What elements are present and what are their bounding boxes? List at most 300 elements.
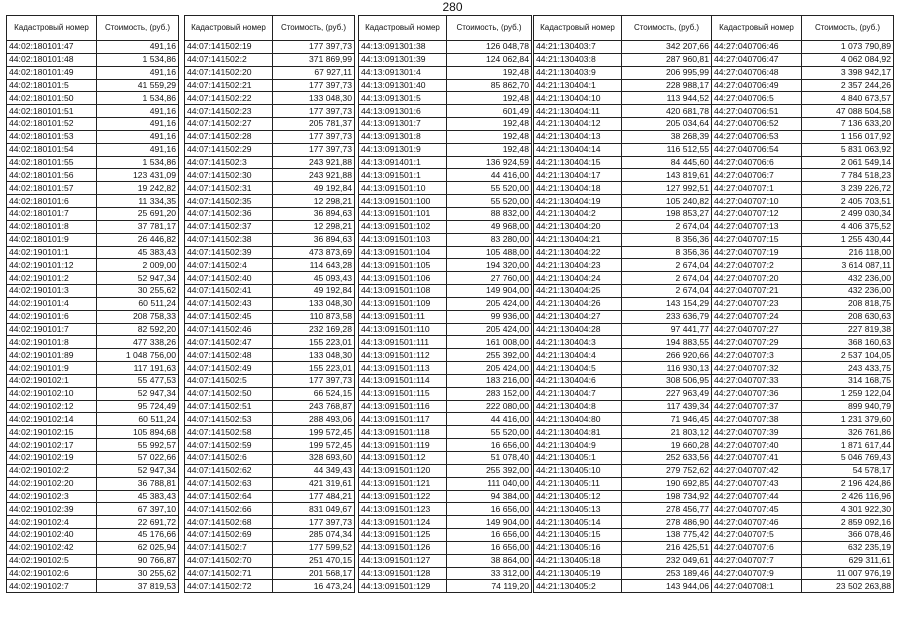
table-row xyxy=(534,374,712,387)
cost-value: 227 963,49 xyxy=(622,387,712,400)
cost-value: 432 236,00 xyxy=(802,285,894,298)
table-row xyxy=(7,567,179,580)
table-row xyxy=(359,323,532,336)
cadastral-number: 44:27:040707:45 xyxy=(712,503,802,516)
cadastral-number: 44:13:091501:129 xyxy=(359,580,447,593)
cost-value: 97 441,77 xyxy=(622,323,712,336)
table-row xyxy=(712,477,894,490)
cost-value: 21 803,12 xyxy=(622,426,712,439)
table-row xyxy=(359,541,532,554)
table-row xyxy=(185,413,355,426)
cadastral-number: 44:02:180101:49 xyxy=(7,66,97,79)
cost-value: 285 074,34 xyxy=(273,529,355,542)
cadastral-number: 44:02:180101:48 xyxy=(7,53,97,66)
cost-value: 36 894,63 xyxy=(273,207,355,220)
cost-value: 44 349,43 xyxy=(273,464,355,477)
cost-value: 287 960,81 xyxy=(622,53,712,66)
cadastral-number: 44:21:130404:18 xyxy=(534,182,622,195)
table-row xyxy=(7,220,179,233)
cost-value: 2 196 424,86 xyxy=(802,477,894,490)
cost-value: 473 873,69 xyxy=(273,246,355,259)
cadastral-number: 44:21:130404:10 xyxy=(534,92,622,105)
table-row xyxy=(712,541,894,554)
cadastral-number: 44:21:130404:21 xyxy=(534,233,622,246)
cost-value: 199 572,45 xyxy=(273,439,355,452)
cost-value: 632 235,19 xyxy=(802,541,894,554)
cost-value: 253 189,46 xyxy=(622,567,712,580)
cost-value: 1 073 790,89 xyxy=(802,41,894,54)
cost-value: 116 930,13 xyxy=(622,362,712,375)
cost-value: 74 119,20 xyxy=(447,580,532,593)
table-row xyxy=(712,41,894,54)
cadastral-table-2 xyxy=(184,15,355,593)
table-row xyxy=(359,439,532,452)
cost-value: 45 383,43 xyxy=(97,490,179,503)
table-row xyxy=(534,130,712,143)
cost-value: 127 992,51 xyxy=(622,182,712,195)
cadastral-number: 44:13:091301:6 xyxy=(359,105,447,118)
table-row xyxy=(185,336,355,349)
table-row xyxy=(359,272,532,285)
table-row xyxy=(534,387,712,400)
cadastral-number: 44:07:141502:29 xyxy=(185,143,273,156)
table-row xyxy=(534,272,712,285)
table-row xyxy=(359,220,532,233)
table-row xyxy=(7,92,179,105)
cost-value: 205 034,64 xyxy=(622,118,712,131)
table-row xyxy=(185,503,355,516)
table-row xyxy=(359,130,532,143)
cadastral-number: 44:13:091501:121 xyxy=(359,477,447,490)
cost-value: 183 216,00 xyxy=(447,374,532,387)
header-cost: Стоимость, (руб.) xyxy=(622,16,712,41)
table-row xyxy=(534,567,712,580)
table-row xyxy=(359,413,532,426)
table-row xyxy=(185,349,355,362)
cadastral-number: 44:21:130404:5 xyxy=(534,362,622,375)
table-row xyxy=(712,323,894,336)
cost-value: 49 192,84 xyxy=(273,182,355,195)
cost-value: 143 819,61 xyxy=(622,169,712,182)
cost-value: 192,48 xyxy=(447,118,532,131)
table-row xyxy=(7,413,179,426)
cadastral-number: 44:02:190102:5 xyxy=(7,554,97,567)
cadastral-number: 44:27:040707:2 xyxy=(712,259,802,272)
cost-value: 1 156 017,92 xyxy=(802,130,894,143)
cadastral-number: 44:27:040707:24 xyxy=(712,310,802,323)
table-row xyxy=(185,79,355,92)
cost-value: 67 397,10 xyxy=(97,503,179,516)
cost-value: 88 832,00 xyxy=(447,207,532,220)
cost-value: 16 473,24 xyxy=(273,580,355,593)
table-row xyxy=(359,387,532,400)
cost-value: 155 223,01 xyxy=(273,336,355,349)
cost-value: 190 692,85 xyxy=(622,477,712,490)
table-row xyxy=(534,336,712,349)
cost-value: 366 078,46 xyxy=(802,529,894,542)
table-row xyxy=(185,233,355,246)
cadastral-number: 44:13:091301:39 xyxy=(359,53,447,66)
cost-value: 117 191,63 xyxy=(97,362,179,375)
cadastral-number: 44:02:180101:55 xyxy=(7,156,97,169)
cadastral-number: 44:21:130404:15 xyxy=(534,156,622,169)
table-row xyxy=(7,143,179,156)
cost-value: 899 940,79 xyxy=(802,400,894,413)
cost-value: 124 062,84 xyxy=(447,53,532,66)
cost-value: 1 534,86 xyxy=(97,53,179,66)
cost-value: 62 025,94 xyxy=(97,541,179,554)
cadastral-number: 44:21:130404:13 xyxy=(534,130,622,143)
cadastral-number: 44:27:040707:19 xyxy=(712,246,802,259)
cost-value: 4 406 375,52 xyxy=(802,220,894,233)
cost-value: 55 520,00 xyxy=(447,426,532,439)
cadastral-number: 44:27:040707:1 xyxy=(712,182,802,195)
cadastral-number: 44:27:040706:48 xyxy=(712,66,802,79)
cost-value: 105 488,00 xyxy=(447,246,532,259)
table-row xyxy=(534,169,712,182)
cadastral-number: 44:13:091501:11 xyxy=(359,310,447,323)
cadastral-number: 44:13:091501:116 xyxy=(359,400,447,413)
cadastral-number: 44:13:091501:125 xyxy=(359,529,447,542)
cost-value: 57 022,66 xyxy=(97,452,179,465)
cadastral-number: 44:02:190101:9 xyxy=(7,362,97,375)
cadastral-number: 44:21:130404:81 xyxy=(534,426,622,439)
cost-value: 82 592,20 xyxy=(97,323,179,336)
table-row xyxy=(7,195,179,208)
cadastral-number: 44:21:130405:14 xyxy=(534,516,622,529)
cadastral-number: 44:02:180101:57 xyxy=(7,182,97,195)
cost-value: 5 046 769,43 xyxy=(802,452,894,465)
cost-value: 38 268,39 xyxy=(622,130,712,143)
cost-value: 491,16 xyxy=(97,66,179,79)
cost-value: 194 320,00 xyxy=(447,259,532,272)
cadastral-number: 44:27:040707:46 xyxy=(712,516,802,529)
table-row xyxy=(7,400,179,413)
cost-value: 11 334,35 xyxy=(97,195,179,208)
table-row xyxy=(534,580,712,593)
cost-value: 8 356,36 xyxy=(622,246,712,259)
cadastral-number: 44:07:141502:28 xyxy=(185,130,273,143)
cadastral-number: 44:27:040706:53 xyxy=(712,130,802,143)
cadastral-number: 44:21:130404:17 xyxy=(534,169,622,182)
cost-value: 3 398 942,17 xyxy=(802,66,894,79)
cadastral-number: 44:13:091501:108 xyxy=(359,285,447,298)
cost-value: 255 392,00 xyxy=(447,464,532,477)
cadastral-number: 44:02:180101:8 xyxy=(7,220,97,233)
cost-value: 601,49 xyxy=(447,105,532,118)
cadastral-number: 44:02:190102:15 xyxy=(7,426,97,439)
cost-value: 52 947,34 xyxy=(97,464,179,477)
table-row xyxy=(359,297,532,310)
cost-value: 52 947,34 xyxy=(97,387,179,400)
cost-value: 342 207,66 xyxy=(622,41,712,54)
table-row xyxy=(534,413,712,426)
header-cadastral-number: Кадастровый номер xyxy=(185,16,273,41)
cost-value: 432 236,00 xyxy=(802,272,894,285)
cost-value: 66 524,15 xyxy=(273,387,355,400)
table-row xyxy=(534,66,712,79)
cost-value: 36 788,81 xyxy=(97,477,179,490)
table-row xyxy=(185,53,355,66)
table-row xyxy=(534,195,712,208)
cadastral-number: 44:07:141502:31 xyxy=(185,182,273,195)
table-row xyxy=(7,41,179,54)
cost-value: 16 656,00 xyxy=(447,503,532,516)
table-row xyxy=(7,452,179,465)
table-row xyxy=(185,220,355,233)
table-row xyxy=(712,452,894,465)
cadastral-number: 44:27:040707:20 xyxy=(712,272,802,285)
table-row xyxy=(359,169,532,182)
cost-value: 266 920,66 xyxy=(622,349,712,362)
cadastral-number: 44:07:141502:63 xyxy=(185,477,273,490)
cost-value: 94 384,00 xyxy=(447,490,532,503)
table-row xyxy=(534,297,712,310)
cost-value: 19 242,82 xyxy=(97,182,179,195)
cost-value: 4 301 922,30 xyxy=(802,503,894,516)
table-row xyxy=(534,246,712,259)
cadastral-number: 44:02:190101:89 xyxy=(7,349,97,362)
cost-value: 326 761,86 xyxy=(802,426,894,439)
header-cost: Стоимость, (руб.) xyxy=(802,16,894,41)
table-row xyxy=(7,426,179,439)
table-row xyxy=(712,567,894,580)
table-row xyxy=(712,207,894,220)
table-row xyxy=(7,310,179,323)
cost-value: 67 927,11 xyxy=(273,66,355,79)
cadastral-number: 44:21:130404:12 xyxy=(534,118,622,131)
table-row xyxy=(7,53,179,66)
cadastral-number: 44:27:040707:41 xyxy=(712,452,802,465)
cadastral-number: 44:21:130404:11 xyxy=(534,105,622,118)
cadastral-number: 44:07:141502:66 xyxy=(185,503,273,516)
cadastral-number: 44:02:190102:20 xyxy=(7,477,97,490)
cadastral-number: 44:07:141502:64 xyxy=(185,490,273,503)
cost-value: 30 255,62 xyxy=(97,567,179,580)
cost-value: 233 636,79 xyxy=(622,310,712,323)
cadastral-number: 44:27:040707:38 xyxy=(712,413,802,426)
table-row xyxy=(712,220,894,233)
cadastral-number: 44:02:190102:4 xyxy=(7,516,97,529)
cadastral-number: 44:07:141502:7 xyxy=(185,541,273,554)
cost-value: 2 405 703,51 xyxy=(802,195,894,208)
cadastral-number: 44:02:190101:3 xyxy=(7,285,97,298)
table-row xyxy=(712,554,894,567)
cadastral-number: 44:07:141502:4 xyxy=(185,259,273,272)
cadastral-number: 44:02:190102:17 xyxy=(7,439,97,452)
table-row xyxy=(7,387,179,400)
cost-value: 477 338,26 xyxy=(97,336,179,349)
cost-value: 33 312,00 xyxy=(447,567,532,580)
cadastral-number: 44:07:141502:22 xyxy=(185,92,273,105)
cost-value: 55 520,00 xyxy=(447,182,532,195)
table-row xyxy=(712,490,894,503)
table-row xyxy=(712,387,894,400)
cadastral-number: 44:02:190102:3 xyxy=(7,490,97,503)
table-row xyxy=(534,452,712,465)
cost-value: 491,16 xyxy=(97,105,179,118)
table-row xyxy=(7,66,179,79)
cadastral-number: 44:07:141502:48 xyxy=(185,349,273,362)
cost-value: 491,16 xyxy=(97,41,179,54)
cadastral-number: 44:13:091501:115 xyxy=(359,387,447,400)
cost-value: 201 568,17 xyxy=(273,567,355,580)
cadastral-number: 44:13:091501:117 xyxy=(359,413,447,426)
cost-value: 194 883,55 xyxy=(622,336,712,349)
cadastral-number: 44:21:130404:3 xyxy=(534,336,622,349)
cadastral-table-1 xyxy=(6,15,179,593)
table-row xyxy=(185,516,355,529)
cadastral-number: 44:27:040707:27 xyxy=(712,323,802,336)
table-row xyxy=(712,79,894,92)
cadastral-number: 44:02:180101:50 xyxy=(7,92,97,105)
cost-value: 51 078,40 xyxy=(447,452,532,465)
table-row xyxy=(712,310,894,323)
cadastral-number: 44:07:141502:58 xyxy=(185,426,273,439)
table-row xyxy=(712,143,894,156)
table-row xyxy=(534,349,712,362)
header-cost: Стоимость, (руб.) xyxy=(447,16,532,41)
table-row xyxy=(534,323,712,336)
table-row xyxy=(359,464,532,477)
cost-value: 133 048,30 xyxy=(273,349,355,362)
cadastral-number: 44:02:190102:7 xyxy=(7,580,97,593)
table-row xyxy=(7,503,179,516)
cadastral-number: 44:13:091501:103 xyxy=(359,233,447,246)
cost-value: 192,48 xyxy=(447,66,532,79)
cadastral-number: 44:07:141502:46 xyxy=(185,323,273,336)
table-row xyxy=(712,349,894,362)
table-row xyxy=(534,285,712,298)
table-row xyxy=(712,233,894,246)
cost-value: 199 572,45 xyxy=(273,426,355,439)
cadastral-number: 44:21:130404:19 xyxy=(534,195,622,208)
table-row xyxy=(534,92,712,105)
cost-value: 149 904,00 xyxy=(447,516,532,529)
table-row xyxy=(712,529,894,542)
cadastral-number: 44:13:091501:12 xyxy=(359,452,447,465)
cost-value: 198 853,27 xyxy=(622,207,712,220)
cost-value: 19 660,28 xyxy=(622,439,712,452)
table-row xyxy=(7,464,179,477)
cost-value: 83 280,00 xyxy=(447,233,532,246)
cost-value: 243 433,75 xyxy=(802,362,894,375)
cadastral-number: 44:27:040707:42 xyxy=(712,464,802,477)
table-row xyxy=(185,541,355,554)
table-row xyxy=(7,233,179,246)
cadastral-number: 44:27:040707:36 xyxy=(712,387,802,400)
table-row xyxy=(185,285,355,298)
table-row xyxy=(7,323,179,336)
cadastral-number: 44:13:091501:118 xyxy=(359,426,447,439)
cost-value: 45 176,66 xyxy=(97,529,179,542)
cadastral-number: 44:27:040707:29 xyxy=(712,336,802,349)
table-row xyxy=(7,156,179,169)
cost-value: 99 936,00 xyxy=(447,310,532,323)
table-row xyxy=(534,79,712,92)
cadastral-number: 44:27:040707:33 xyxy=(712,374,802,387)
table-row xyxy=(712,439,894,452)
table-row xyxy=(712,259,894,272)
cost-value: 37 781,17 xyxy=(97,220,179,233)
cadastral-number: 44:13:091501:106 xyxy=(359,272,447,285)
cadastral-number: 44:07:141502:49 xyxy=(185,362,273,375)
table-row xyxy=(7,105,179,118)
table-row xyxy=(185,156,355,169)
cadastral-number: 44:13:091501:109 xyxy=(359,297,447,310)
cost-value: 192,48 xyxy=(447,92,532,105)
cadastral-number: 44:13:091501:120 xyxy=(359,464,447,477)
cost-value: 4 062 084,92 xyxy=(802,53,894,66)
cost-value: 113 944,52 xyxy=(622,92,712,105)
cost-value: 60 511,24 xyxy=(97,297,179,310)
cadastral-table-5 xyxy=(711,15,894,593)
cost-value: 55 520,00 xyxy=(447,195,532,208)
cadastral-number: 44:07:141502:62 xyxy=(185,464,273,477)
cost-value: 2 674,04 xyxy=(622,285,712,298)
cost-value: 328 693,60 xyxy=(273,452,355,465)
cadastral-number: 44:07:141502:5 xyxy=(185,374,273,387)
cost-value: 11 007 976,19 xyxy=(802,567,894,580)
table-row xyxy=(185,272,355,285)
cost-value: 2 674,04 xyxy=(622,259,712,272)
cadastral-number: 44:07:141502:69 xyxy=(185,529,273,542)
table-row xyxy=(359,336,532,349)
cost-value: 205 424,00 xyxy=(447,297,532,310)
cost-value: 205 781,37 xyxy=(273,118,355,131)
cost-value: 52 947,34 xyxy=(97,272,179,285)
cadastral-number: 44:02:190101:2 xyxy=(7,272,97,285)
cadastral-number: 44:07:141502:51 xyxy=(185,400,273,413)
cadastral-number: 44:21:130405:11 xyxy=(534,477,622,490)
cost-value: 208 818,75 xyxy=(802,297,894,310)
cadastral-number: 44:13:091501:104 xyxy=(359,246,447,259)
cost-value: 111 040,00 xyxy=(447,477,532,490)
table-header-row xyxy=(7,16,179,41)
cost-value: 177 484,21 xyxy=(273,490,355,503)
table-row xyxy=(359,182,532,195)
cost-value: 232 169,28 xyxy=(273,323,355,336)
header-cost: Стоимость, (руб.) xyxy=(97,16,179,41)
cadastral-number: 44:07:141502:19 xyxy=(185,41,273,54)
cadastral-number: 44:13:091501:126 xyxy=(359,541,447,554)
table-row xyxy=(7,79,179,92)
table-row xyxy=(712,413,894,426)
cadastral-number: 44:02:180101:51 xyxy=(7,105,97,118)
cost-value: 2 357 244,26 xyxy=(802,79,894,92)
cost-value: 38 864,00 xyxy=(447,554,532,567)
page-number: 280 xyxy=(442,0,463,14)
cost-value: 177 599,52 xyxy=(273,541,355,554)
cadastral-number: 44:13:091301:9 xyxy=(359,143,447,156)
table-row xyxy=(534,400,712,413)
cost-value: 138 775,42 xyxy=(622,529,712,542)
table-row xyxy=(359,53,532,66)
table-row xyxy=(534,259,712,272)
table-row xyxy=(185,439,355,452)
cadastral-number: 44:02:180101:47 xyxy=(7,41,97,54)
cost-value: 126 048,78 xyxy=(447,41,532,54)
table-row xyxy=(185,567,355,580)
cadastral-number: 44:21:130405:1 xyxy=(534,452,622,465)
cadastral-number: 44:07:141502:59 xyxy=(185,439,273,452)
cadastral-number: 44:21:130405:12 xyxy=(534,490,622,503)
table-row xyxy=(712,182,894,195)
header-cadastral-number: Кадастровый номер xyxy=(712,16,802,41)
cadastral-number: 44:02:190102:1 xyxy=(7,374,97,387)
table-row xyxy=(7,516,179,529)
cadastral-number: 44:02:190102:14 xyxy=(7,413,97,426)
